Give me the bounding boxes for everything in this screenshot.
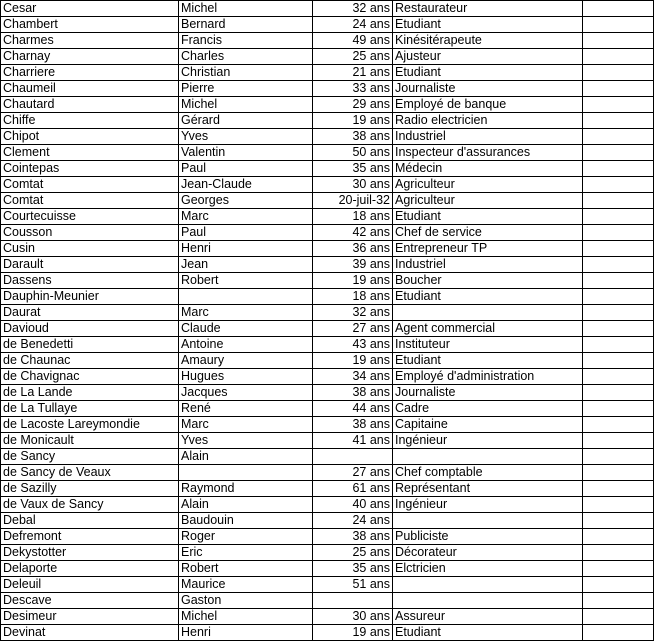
- cell-prenom[interactable]: Georges: [179, 193, 313, 209]
- cell-nom[interactable]: Courtecuisse: [1, 209, 179, 225]
- cell-prenom[interactable]: Marc: [179, 209, 313, 225]
- cell-prenom[interactable]: Alain: [179, 449, 313, 465]
- table-row: [1, 81, 654, 97]
- cell-age[interactable]: 51 ans: [313, 577, 393, 593]
- cell-metier[interactable]: Boucher: [393, 273, 583, 289]
- cell-age[interactable]: 38 ans: [313, 529, 393, 545]
- cell-empty[interactable]: [583, 145, 654, 161]
- cell-nom[interactable]: de Lacoste Lareymondie: [1, 417, 179, 433]
- cell-empty[interactable]: [583, 289, 654, 305]
- table-row: [1, 145, 654, 161]
- table-row: [1, 433, 654, 449]
- cell-metier[interactable]: Instituteur: [393, 337, 583, 353]
- cell-prenom[interactable]: Maurice: [179, 577, 313, 593]
- cell-prenom[interactable]: Robert: [179, 561, 313, 577]
- cell-metier[interactable]: Capitaine: [393, 417, 583, 433]
- table-row: [1, 225, 654, 241]
- cell-metier[interactable]: Inspecteur d'assurances: [393, 145, 583, 161]
- cell-metier[interactable]: Etudiant: [393, 209, 583, 225]
- cell-nom[interactable]: de La Lande: [1, 385, 179, 401]
- cell-empty[interactable]: [583, 417, 654, 433]
- table-row: [1, 1, 654, 17]
- cell-prenom[interactable]: Gérard: [179, 113, 313, 129]
- cell-age[interactable]: 33 ans: [313, 81, 393, 97]
- cell-empty[interactable]: [583, 129, 654, 145]
- cell-age[interactable]: 39 ans: [313, 257, 393, 273]
- cell-age[interactable]: 44 ans: [313, 401, 393, 417]
- cell-age[interactable]: 43 ans: [313, 337, 393, 353]
- cell-metier[interactable]: Ingénieur: [393, 497, 583, 513]
- cell-age[interactable]: 42 ans: [313, 225, 393, 241]
- cell-prenom[interactable]: Jean: [179, 257, 313, 273]
- cell-prenom[interactable]: Baudouin: [179, 513, 313, 529]
- cell-metier[interactable]: Etudiant: [393, 65, 583, 81]
- cell-nom[interactable]: Descave: [1, 593, 179, 609]
- cell-empty[interactable]: [583, 577, 654, 593]
- cell-nom[interactable]: Devinat: [1, 625, 179, 641]
- cell-nom[interactable]: de La Tullaye: [1, 401, 179, 417]
- cell-prenom[interactable]: Roger: [179, 529, 313, 545]
- cell-empty[interactable]: [583, 33, 654, 49]
- cell-age[interactable]: [313, 449, 393, 465]
- table-row: [1, 625, 654, 641]
- cell-empty[interactable]: [583, 81, 654, 97]
- cell-metier[interactable]: Cadre: [393, 401, 583, 417]
- cell-nom[interactable]: Chipot: [1, 129, 179, 145]
- cell-age[interactable]: 30 ans: [313, 609, 393, 625]
- cell-age[interactable]: 25 ans: [313, 49, 393, 65]
- cell-prenom[interactable]: Eric: [179, 545, 313, 561]
- cell-prenom[interactable]: Henri: [179, 625, 313, 641]
- cell-empty[interactable]: [583, 353, 654, 369]
- table-row: [1, 177, 654, 193]
- cell-age[interactable]: 38 ans: [313, 417, 393, 433]
- table-row: [1, 353, 654, 369]
- cell-metier[interactable]: Agriculteur: [393, 177, 583, 193]
- cell-age[interactable]: 35 ans: [313, 561, 393, 577]
- cell-prenom[interactable]: Yves: [179, 433, 313, 449]
- cell-nom[interactable]: Cointepas: [1, 161, 179, 177]
- cell-empty[interactable]: [583, 529, 654, 545]
- cell-metier[interactable]: Industriel: [393, 129, 583, 145]
- cell-prenom[interactable]: Hugues: [179, 369, 313, 385]
- cell-nom[interactable]: de Sancy de Veaux: [1, 465, 179, 481]
- cell-nom[interactable]: Charnay: [1, 49, 179, 65]
- cell-nom[interactable]: Davioud: [1, 321, 179, 337]
- table-row: [1, 257, 654, 273]
- cell-age[interactable]: 19 ans: [313, 625, 393, 641]
- cell-age[interactable]: 32 ans: [313, 305, 393, 321]
- cell-empty[interactable]: [583, 225, 654, 241]
- cell-age[interactable]: 38 ans: [313, 129, 393, 145]
- cell-nom[interactable]: Charriere: [1, 65, 179, 81]
- cell-age[interactable]: 29 ans: [313, 97, 393, 113]
- table-row: [1, 417, 654, 433]
- cell-nom[interactable]: de Benedetti: [1, 337, 179, 353]
- cell-metier[interactable]: Radio electricien: [393, 113, 583, 129]
- cell-prenom[interactable]: Bernard: [179, 17, 313, 33]
- cell-metier[interactable]: Entrepreneur TP: [393, 241, 583, 257]
- cell-empty[interactable]: [583, 97, 654, 113]
- table-row: [1, 305, 654, 321]
- cell-nom[interactable]: Cesar: [1, 1, 179, 17]
- cell-nom[interactable]: de Chavignac: [1, 369, 179, 385]
- cell-empty[interactable]: [583, 113, 654, 129]
- table-row: [1, 241, 654, 257]
- cell-metier[interactable]: Employé d'administration: [393, 369, 583, 385]
- table-row: [1, 129, 654, 145]
- cell-prenom[interactable]: Michel: [179, 97, 313, 113]
- cell-empty[interactable]: [583, 257, 654, 273]
- cell-empty[interactable]: [583, 609, 654, 625]
- cell-nom[interactable]: Cousson: [1, 225, 179, 241]
- cell-metier[interactable]: Industriel: [393, 257, 583, 273]
- cell-age[interactable]: 27 ans: [313, 465, 393, 481]
- cell-nom[interactable]: Dauphin-Meunier: [1, 289, 179, 305]
- cell-prenom[interactable]: Charles: [179, 49, 313, 65]
- cell-empty[interactable]: [583, 401, 654, 417]
- cell-metier[interactable]: Médecin: [393, 161, 583, 177]
- cell-age[interactable]: 61 ans: [313, 481, 393, 497]
- cell-prenom[interactable]: Jacques: [179, 385, 313, 401]
- cell-metier[interactable]: [393, 513, 583, 529]
- cell-metier[interactable]: Ingénieur: [393, 433, 583, 449]
- cell-empty[interactable]: [583, 49, 654, 65]
- cell-prenom[interactable]: Valentin: [179, 145, 313, 161]
- cell-metier[interactable]: [393, 305, 583, 321]
- table-row: [1, 97, 654, 113]
- table-row: [1, 161, 654, 177]
- cell-metier[interactable]: Chef de service: [393, 225, 583, 241]
- cell-metier[interactable]: Décorateur: [393, 545, 583, 561]
- table-row: [1, 609, 654, 625]
- cell-empty[interactable]: [583, 593, 654, 609]
- cell-nom[interactable]: Daurat: [1, 305, 179, 321]
- cell-empty[interactable]: [583, 513, 654, 529]
- table-row: [1, 273, 654, 289]
- cell-nom[interactable]: Charmes: [1, 33, 179, 49]
- table-row: [1, 449, 654, 465]
- cell-metier[interactable]: Ajusteur: [393, 49, 583, 65]
- cell-nom[interactable]: Desimeur: [1, 609, 179, 625]
- cell-empty[interactable]: [583, 65, 654, 81]
- cell-empty[interactable]: [583, 449, 654, 465]
- cell-empty[interactable]: [583, 17, 654, 33]
- cell-empty[interactable]: [583, 241, 654, 257]
- cell-nom[interactable]: Dekystotter: [1, 545, 179, 561]
- cell-metier[interactable]: [393, 593, 583, 609]
- cell-prenom[interactable]: Claude: [179, 321, 313, 337]
- cell-empty[interactable]: [583, 561, 654, 577]
- table-row: [1, 337, 654, 353]
- cell-empty[interactable]: [583, 497, 654, 513]
- cell-age[interactable]: 36 ans: [313, 241, 393, 257]
- cell-metier[interactable]: Assureur: [393, 609, 583, 625]
- cell-nom[interactable]: Chiffe: [1, 113, 179, 129]
- cell-prenom[interactable]: [179, 289, 313, 305]
- table-row: [1, 33, 654, 49]
- cell-metier[interactable]: Etudiant: [393, 17, 583, 33]
- cell-prenom[interactable]: Paul: [179, 225, 313, 241]
- cell-age[interactable]: 19 ans: [313, 113, 393, 129]
- cell-age[interactable]: 34 ans: [313, 369, 393, 385]
- cell-age[interactable]: 24 ans: [313, 513, 393, 529]
- cell-prenom[interactable]: Christian: [179, 65, 313, 81]
- cell-metier[interactable]: Chef comptable: [393, 465, 583, 481]
- cell-prenom[interactable]: Henri: [179, 241, 313, 257]
- cell-age[interactable]: 19 ans: [313, 273, 393, 289]
- table-row: [1, 465, 654, 481]
- table-row: [1, 561, 654, 577]
- cell-prenom[interactable]: Pierre: [179, 81, 313, 97]
- cell-prenom[interactable]: René: [179, 401, 313, 417]
- cell-prenom[interactable]: Michel: [179, 1, 313, 17]
- table-row: [1, 385, 654, 401]
- table-row: [1, 113, 654, 129]
- cell-age[interactable]: 50 ans: [313, 145, 393, 161]
- cell-age[interactable]: 40 ans: [313, 497, 393, 513]
- cell-prenom[interactable]: Alain: [179, 497, 313, 513]
- cell-prenom[interactable]: Francis: [179, 33, 313, 49]
- cell-age[interactable]: 19 ans: [313, 353, 393, 369]
- cell-age[interactable]: 24 ans: [313, 17, 393, 33]
- cell-metier[interactable]: Etudiant: [393, 625, 583, 641]
- cell-nom[interactable]: Clement: [1, 145, 179, 161]
- cell-prenom[interactable]: Marc: [179, 417, 313, 433]
- table-row: [1, 545, 654, 561]
- cell-empty[interactable]: [583, 481, 654, 497]
- cell-prenom[interactable]: Antoine: [179, 337, 313, 353]
- table-row: [1, 593, 654, 609]
- cell-metier[interactable]: Représentant: [393, 481, 583, 497]
- cell-age[interactable]: 25 ans: [313, 545, 393, 561]
- cell-empty[interactable]: [583, 545, 654, 561]
- cell-metier[interactable]: Etudiant: [393, 353, 583, 369]
- cell-empty[interactable]: [583, 161, 654, 177]
- cell-nom[interactable]: Deleuil: [1, 577, 179, 593]
- cell-nom[interactable]: de Vaux de Sancy: [1, 497, 179, 513]
- table-body: [1, 1, 654, 641]
- table-row: [1, 577, 654, 593]
- cell-nom[interactable]: Comtat: [1, 193, 179, 209]
- cell-prenom[interactable]: Marc: [179, 305, 313, 321]
- cell-nom[interactable]: Comtat: [1, 177, 179, 193]
- cell-empty[interactable]: [583, 193, 654, 209]
- table-row: [1, 17, 654, 33]
- cell-metier[interactable]: [393, 577, 583, 593]
- cell-metier[interactable]: Agriculteur: [393, 193, 583, 209]
- cell-nom[interactable]: Chambert: [1, 17, 179, 33]
- cell-prenom[interactable]: Gaston: [179, 593, 313, 609]
- cell-empty[interactable]: [583, 273, 654, 289]
- table-row: [1, 481, 654, 497]
- table-row: [1, 497, 654, 513]
- table-row: [1, 65, 654, 81]
- cell-empty[interactable]: [583, 305, 654, 321]
- table-row: [1, 529, 654, 545]
- cell-age[interactable]: 32 ans: [313, 1, 393, 17]
- cell-metier[interactable]: Kinésitérapeute: [393, 33, 583, 49]
- cell-nom[interactable]: Chaumeil: [1, 81, 179, 97]
- cell-age[interactable]: 18 ans: [313, 209, 393, 225]
- table-row: [1, 401, 654, 417]
- cell-age[interactable]: [313, 593, 393, 609]
- cell-empty[interactable]: [583, 321, 654, 337]
- cell-metier[interactable]: Elctricien: [393, 561, 583, 577]
- cell-metier[interactable]: Restaurateur: [393, 1, 583, 17]
- cell-prenom[interactable]: Jean-Claude: [179, 177, 313, 193]
- cell-empty[interactable]: [583, 337, 654, 353]
- cell-age[interactable]: 41 ans: [313, 433, 393, 449]
- cell-empty[interactable]: [583, 433, 654, 449]
- cell-nom[interactable]: de Monicault: [1, 433, 179, 449]
- cell-metier[interactable]: Publiciste: [393, 529, 583, 545]
- cell-age[interactable]: 20-juil-32: [313, 193, 393, 209]
- cell-empty[interactable]: [583, 369, 654, 385]
- table-row: [1, 209, 654, 225]
- table-row: [1, 369, 654, 385]
- cell-nom[interactable]: Cusin: [1, 241, 179, 257]
- cell-metier[interactable]: Employé de banque: [393, 97, 583, 113]
- cell-empty[interactable]: [583, 625, 654, 641]
- cell-empty[interactable]: [583, 177, 654, 193]
- cell-empty[interactable]: [583, 385, 654, 401]
- cell-nom[interactable]: Delaporte: [1, 561, 179, 577]
- cell-prenom[interactable]: Raymond: [179, 481, 313, 497]
- cell-prenom[interactable]: Paul: [179, 161, 313, 177]
- cell-nom[interactable]: de Chaunac: [1, 353, 179, 369]
- cell-metier[interactable]: [393, 449, 583, 465]
- table-row: [1, 289, 654, 305]
- cell-empty[interactable]: [583, 1, 654, 17]
- cell-prenom[interactable]: Michel: [179, 609, 313, 625]
- cell-prenom[interactable]: [179, 465, 313, 481]
- cell-age[interactable]: 30 ans: [313, 177, 393, 193]
- cell-empty[interactable]: [583, 209, 654, 225]
- cell-metier[interactable]: Agent commercial: [393, 321, 583, 337]
- cell-age[interactable]: 21 ans: [313, 65, 393, 81]
- cell-metier[interactable]: Journaliste: [393, 385, 583, 401]
- cell-nom[interactable]: de Sazilly: [1, 481, 179, 497]
- cell-age[interactable]: 27 ans: [313, 321, 393, 337]
- cell-prenom[interactable]: Robert: [179, 273, 313, 289]
- cell-age[interactable]: 49 ans: [313, 33, 393, 49]
- cell-metier[interactable]: Etudiant: [393, 289, 583, 305]
- table-row: [1, 321, 654, 337]
- table-row: [1, 49, 654, 65]
- cell-nom[interactable]: Chautard: [1, 97, 179, 113]
- cell-nom[interactable]: Debal: [1, 513, 179, 529]
- cell-prenom[interactable]: Amaury: [179, 353, 313, 369]
- cell-nom[interactable]: Darault: [1, 257, 179, 273]
- cell-metier[interactable]: Journaliste: [393, 81, 583, 97]
- cell-prenom[interactable]: Yves: [179, 129, 313, 145]
- cell-age[interactable]: 35 ans: [313, 161, 393, 177]
- cell-nom[interactable]: Dassens: [1, 273, 179, 289]
- cell-empty[interactable]: [583, 465, 654, 481]
- table-row: [1, 193, 654, 209]
- table-row: [1, 513, 654, 529]
- cell-nom[interactable]: de Sancy: [1, 449, 179, 465]
- cell-age[interactable]: 38 ans: [313, 385, 393, 401]
- cell-age[interactable]: 18 ans: [313, 289, 393, 305]
- cell-nom[interactable]: Defremont: [1, 529, 179, 545]
